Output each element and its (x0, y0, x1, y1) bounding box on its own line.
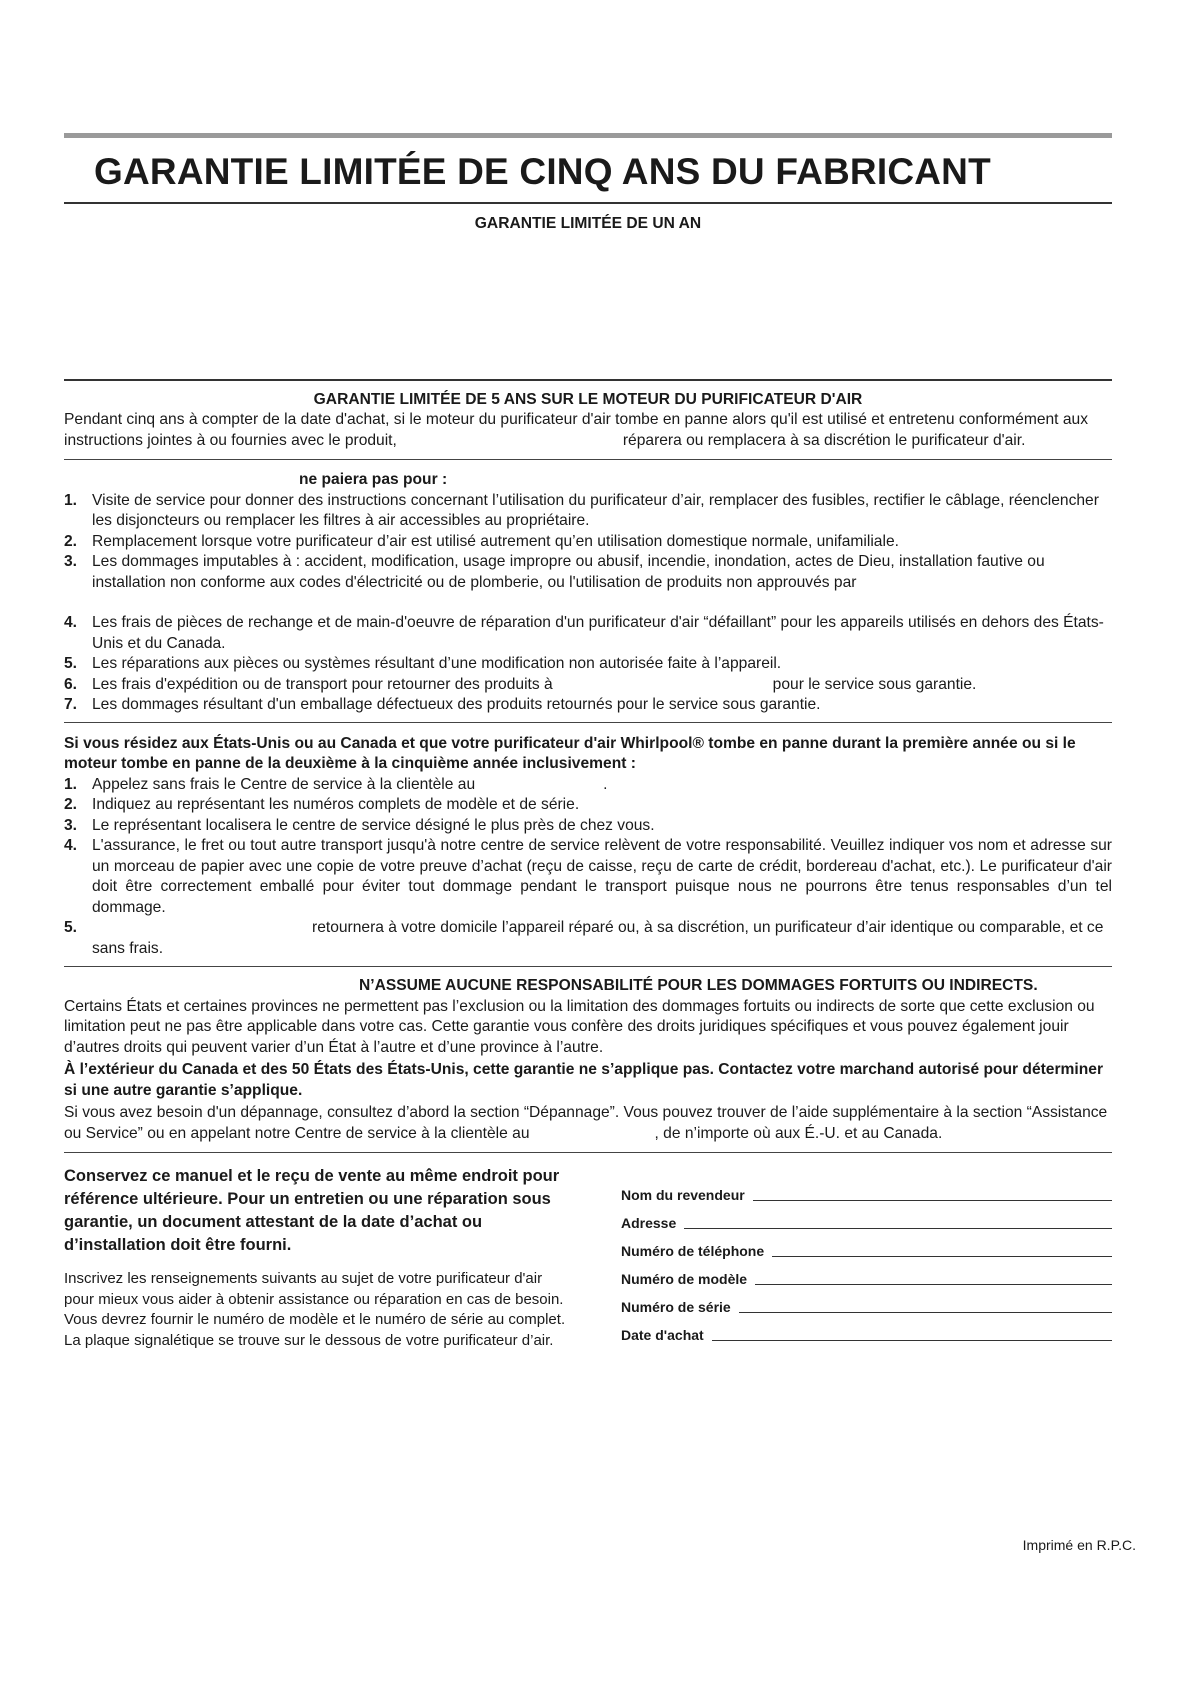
list-item: 1. Appelez sans frais le Centre de service à la clientèle au . (64, 775, 608, 793)
service-steps (64, 775, 1112, 960)
list-item: 3. Le représentant localisera le centre de service désigné le plus près de chez vous. (64, 816, 655, 834)
service-heading: Si vous résidez aux États-Unis ou au Canada et que votre purificateur d'air Whirlpool® tombe en panne durant la première année ou si le moteur tombe en panne de la deuxième à la cinquième année inclusivement : (64, 734, 1076, 772)
exclusions-list (64, 491, 1112, 716)
divider (64, 966, 1112, 967)
blank-area (64, 235, 1112, 379)
one-year-title: GARANTIE LIMITÉE DE UN AN (474, 215, 702, 232)
list-item: 6. Les frais d'expédition ou de transport pour retourner des produits à pour le service sous garantie. (64, 675, 977, 693)
list-item: 1. Visite de service pour donner des instructions concernant l’utilisation du purificateur d’air, remplacer des fusibles, rectifier le câblage, réenclencher les disjoncteurs ou remplacer les filtres à air accessibles au propriétaire. (64, 491, 1099, 529)
records-instructions (64, 1165, 574, 1351)
warranty-page (64, 133, 1112, 1351)
page-title: GARANTIE LIMITÉE DE CINQ ANS DU FABRICANT (94, 151, 991, 192)
write-line (772, 1256, 1112, 1257)
list-item: 5. retournera à votre domicile l’appareil réparé ou, à sa discrétion, un purificateur d’air identique ou comparable, et ce sans frais. (64, 919, 1104, 957)
field-label: Date d'achat (621, 1326, 704, 1343)
record-info-text: Inscrivez les renseignements suivants au sujet de votre purificateur d'air pour mieux vous aider à obtenir assistance ou réparation en cas de besoin. Vous devrez fournir le numéro de modèle et le numéro de série au complet. La plaque signalétique se trouve sur le dessous de votre purificateur d’air. (64, 1270, 566, 1349)
write-line (753, 1200, 1112, 1201)
keep-manual-notice: Conservez ce manuel et le reçu de vente au même endroit pour référence ultérieure. Pour un entretien ou une réparation sous garantie, un document attestant de la date d’achat ou d’installation doit être fourni. (64, 1167, 560, 1254)
records-section (64, 1165, 1112, 1351)
field-label: Nom du revendeur (621, 1186, 745, 1203)
liability-text: Certains États et certaines provinces ne permettent pas l’exclusion ou la limitation des dommages fortuits ou indirects de sorte que cette exclusion ou limitation peut ne pas être applicable dans votre cas. Cette garantie vous confère des droits juridiques spécifiques et vous pouvez également jouir d’autres droits qui peuvent varier d’un État à l’autre et d’une province à l’autre. (64, 997, 1095, 1056)
list-item: 5. Les réparations aux pièces ou systèmes résultant d’une modification non autorisée faite à l’appareil. (64, 655, 782, 672)
field-label: Adresse (621, 1214, 677, 1231)
printed-in-note: Imprimé en R.P.C. (1022, 1537, 1136, 1553)
list-item: 4. Les frais de pièces de rechange et de main-d'oeuvre de réparation d'un purificateur d'air “défaillant” pour les appareils utilisés en dehors des États-Unis et du Canada. (64, 614, 1104, 652)
serial-number-field[interactable] (621, 1289, 1112, 1317)
liability-heading: N’ASSUME AUCUNE RESPONSABILITÉ POUR LES DOMMAGES FORTUITS OU INDIRECTS. (359, 977, 1038, 994)
purchase-date-field[interactable] (621, 1317, 1112, 1345)
dealer-field[interactable] (621, 1177, 1112, 1205)
model-number-field[interactable] (621, 1261, 1112, 1289)
divider (64, 379, 1112, 381)
write-line (755, 1284, 1112, 1285)
divider (64, 459, 1112, 460)
write-line (739, 1312, 1112, 1313)
list-item: 2. Remplacement lorsque votre purificateur d’air est utilisé autrement qu’en utilisation domestique normale, unifamiliale. (64, 532, 899, 550)
top-rule (64, 133, 1112, 138)
outside-coverage-notice: À l’extérieur du Canada et des 50 États des États-Unis, cette garantie ne s’applique pas. Contactez votre marchand autorisé pour déterminer si une autre garantie s’applique. (64, 1061, 1104, 1099)
phone-field[interactable] (621, 1233, 1112, 1261)
motor-warranty-text (64, 410, 1112, 451)
motor-warranty-title: GARANTIE LIMITÉE DE 5 ANS SUR LE MOTEUR DU PURIFICATEUR D'AIR (313, 390, 863, 408)
list-item: 2. Indiquez au représentant les numéros complets de modèle et de série. (64, 796, 580, 813)
write-line (684, 1228, 1112, 1229)
divider (64, 202, 1112, 204)
divider (64, 1152, 1112, 1153)
divider (64, 722, 1112, 723)
list-item: 4. L'assurance, le fret ou tout autre transport jusqu'à notre centre de service relèvent de votre responsabilité. Veuillez indiquer vos nom et adresse sur un morceau de papier avec une copie de votre preuve d’achat (reçu de caisse, reçu de carte de crédit, bordereau d'achat, etc.). Le purificateur d'air doit être correctement emballé pour éviter tout dommage pendant le transport puisque nous ne pourrons être tenus responsables d’un tel dommage. (64, 837, 1112, 916)
motor-text-a: Pendant cinq ans à compter de la date d'achat, si le moteur du purificateur d'air tombe en panne alors qu'il est utilisé et entretenu conformément aux instructions jointes à ou fournies avec le produit, (64, 411, 1088, 449)
field-label: Numéro de téléphone (621, 1242, 765, 1259)
field-label: Numéro de série (621, 1298, 731, 1315)
address-field[interactable] (621, 1205, 1112, 1233)
motor-text-b: réparera ou remplacera à sa discrétion le purificateur d'air. (622, 431, 1026, 449)
list-item: 7. Les dommages résultant d'un emballage défectueux des produits retournés pour le service sous garantie. (64, 696, 821, 713)
write-line (712, 1340, 1112, 1341)
troubleshooting-text: Si vous avez besoin d'un dépannage, consultez d’abord la section “Dépannage”. Vous pouvez trouver de l’aide supplémentaire à la section “Assistance ou Service” ou en appelant notre Centre de service à la clientèle au , de n’importe où aux É.-U. et au Canada. (64, 1104, 1108, 1142)
exclusions-heading: ne paiera pas pour : (299, 471, 448, 488)
list-item: 3. Les dommages imputables à : accident, modification, usage impropre ou abusif, incendie, inondation, actes de Dieu, installation fautive ou installation non conforme aux codes d'électricité ou de plomberie, ou l'utilisation de produits non approuvés par (64, 553, 1045, 591)
field-label: Numéro de modèle (621, 1270, 748, 1287)
record-form (621, 1165, 1112, 1351)
